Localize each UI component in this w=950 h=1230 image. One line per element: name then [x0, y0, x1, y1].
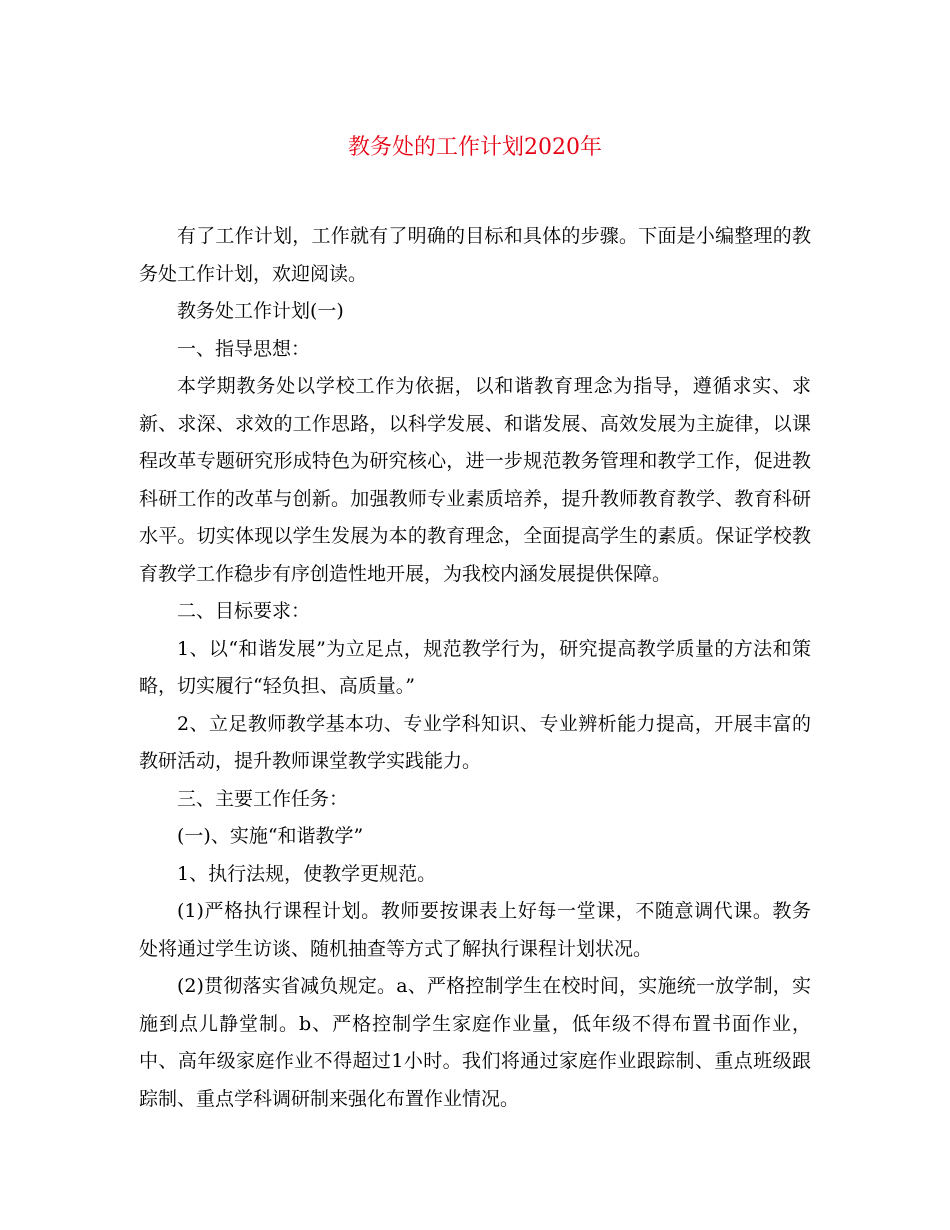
paragraph: 一、指导思想：	[177, 337, 311, 360]
paragraph: 三、主要工作任务：	[177, 787, 349, 810]
document-title: 教务处的工作计划2020年	[348, 135, 602, 160]
paragraph: (2)贯彻落实省减负规定。a、严格控制学生在校时间，实施统一放学制，实施到点儿静堂制。b、严格控制学生家庭作业量，低年级不得布置书面作业，中、高年级家庭作业不得超过1小时。我们将通过家庭作业跟踪制、重点班级跟踪制、重点学科调研制来强化布置作业情况。	[139, 975, 811, 1110]
paragraph: 1、以“和谐发展”为立足点，规范教学行为，研究提高教学质量的方法和策略，切实履行“轻负担、高质量。”	[139, 637, 811, 697]
paragraph: 本学期教务处以学校工作为依据，以和谐教育理念为指导，遵循求实、求新、求深、求效的工作思路，以科学发展、和谐发展、高效发展为主旋律，以课程改革专题研究形成特色为研究核心，进一步规范教务管理和教学工作，促进教科研工作的改革与创新。加强教师专业素质培养，提升教师教育教学、教育科研水平。切实体现以学生发展为本的教育理念，全面提高学生的素质。保证学校教育教学工作稳步有序创造性地开展，为我校内涵发展提供保障。	[139, 375, 811, 585]
paragraph: 2、立足教师教学基本功、专业学科知识、专业辨析能力提高，开展丰富的教研活动，提升教师课堂教学实践能力。	[139, 712, 811, 772]
document-body	[139, 218, 811, 1118]
paragraph: 有了工作计划，工作就有了明确的目标和具体的步骤。下面是小编整理的教务处工作计划，欢迎阅读。	[139, 225, 811, 285]
paragraph: (一)、实施“和谐教学”	[177, 825, 364, 847]
paragraph: 教务处工作计划(一)	[177, 300, 344, 322]
paragraph: 1、执行法规，使教学更规范。	[177, 862, 437, 885]
paragraph: 二、目标要求：	[177, 600, 311, 622]
paragraph: (1)严格执行课程计划。教师要按课表上好每一堂课，不随意调代课。教务处将通过学生访谈、随机抽查等方式了解执行课程计划状况。	[139, 900, 811, 960]
